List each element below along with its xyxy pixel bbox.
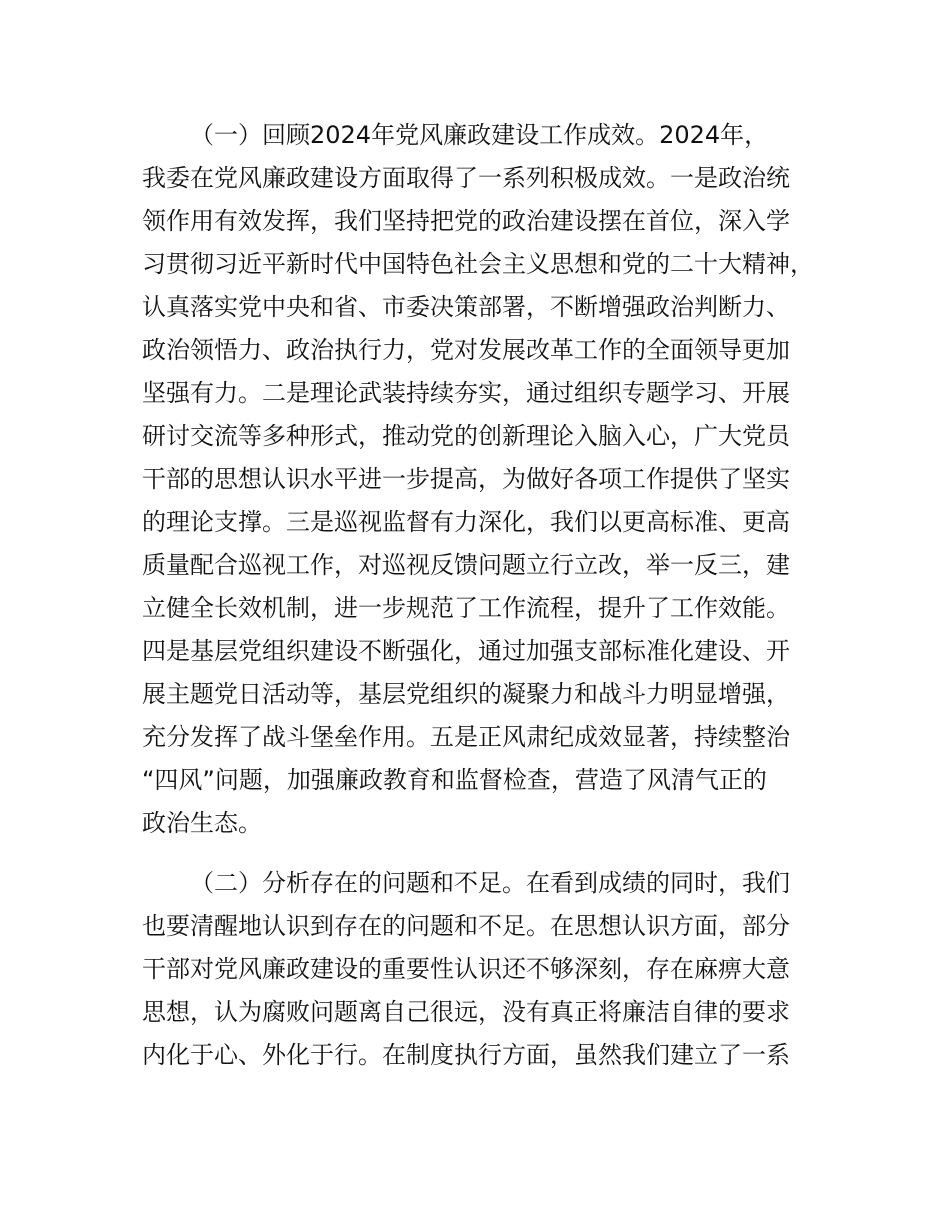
text-line: 我委在党风廉政建设方面取得了一系列积极成效。一是政治统 xyxy=(142,164,790,192)
text-line: 充分发挥了战斗堡垒作用。五是正风肃纪成效显著，持续整治 xyxy=(142,723,790,751)
document-body xyxy=(142,114,842,1077)
text-line: 展主题党日活动等，基层党组织的凝聚力和战斗力明显增强， xyxy=(142,680,790,708)
text-line: 政治领悟力、政治执行力，党对发展改革工作的全面领导更加 xyxy=(142,336,790,364)
text-line: “四风”问题，加强廉政教育和监督检查，营造了风清气正的 xyxy=(142,766,767,794)
text-line: 领作用有效发挥，我们坚持把党的政治建设摆在首位，深入学 xyxy=(142,207,790,235)
text-line: 思想，认为腐败问题离自己很远，没有真正将廉洁自律的要求 xyxy=(142,998,790,1026)
text-line: 政治生态。 xyxy=(142,809,262,837)
text-line: 干部的思想认识水平进一步提高，为做好各项工作提供了坚实 xyxy=(142,465,790,493)
paragraph-achievements xyxy=(142,114,842,845)
text-line: 也要清醒地认识到存在的问题和不足。在思想认识方面，部分 xyxy=(142,912,790,940)
text-line: （二）分析存在的问题和不足。在看到成绩的同时，我们 xyxy=(190,869,790,897)
text-line: 立健全长效机制，进一步规范了工作流程，提升了工作效能。 xyxy=(142,594,790,622)
text-line: 质量配合巡视工作，对巡视反馈问题立行立改，举一反三，建 xyxy=(142,551,790,579)
text-line: 习贯彻习近平新时代中国特色社会主义思想和党的二十大精神， xyxy=(142,250,814,278)
text-line: 认真落实党中央和省、市委决策部署，不断增强政治判断力、 xyxy=(142,293,790,321)
text-line: 内化于心、外化于行。在制度执行方面，虽然我们建立了一系 xyxy=(142,1041,790,1069)
text-line: 四是基层党组织建设不断强化，通过加强支部标准化建设、开 xyxy=(142,637,790,665)
paragraph-problems xyxy=(142,862,842,1077)
text-line: 的理论支撑。三是巡视监督有力深化，我们以更高标准、更高 xyxy=(142,508,790,536)
text-line: 坚强有力。二是理论武装持续夯实，通过组织专题学习、开展 xyxy=(142,379,790,407)
text-line: （一）回顾2024年党风廉政建设工作成效。2024年， xyxy=(190,121,769,149)
text-line: 干部对党风廉政建设的重要性认识还不够深刻，存在麻痹大意 xyxy=(142,955,790,983)
text-line: 研讨交流等多种形式，推动党的创新理论入脑入心，广大党员 xyxy=(142,422,790,450)
